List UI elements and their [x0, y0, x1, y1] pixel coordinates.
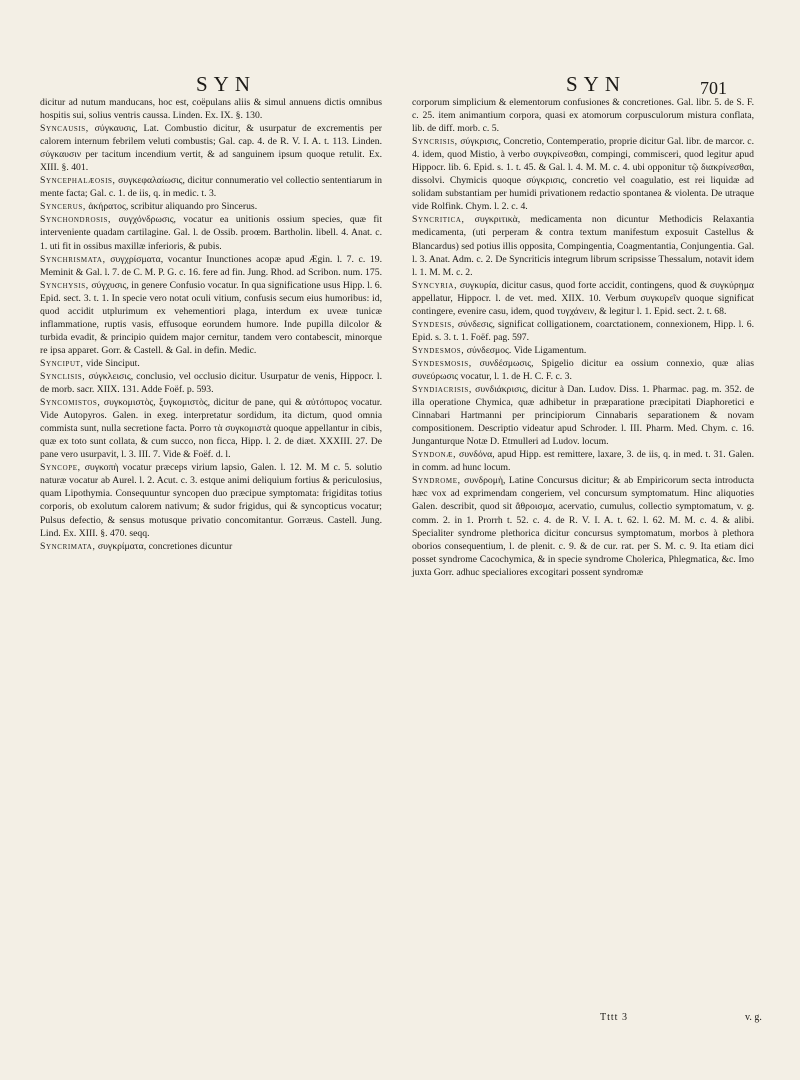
entry-text: dicitur ad nutum manducans, hoc est, coëpulans aliis & simul annuens dictis omnibus hospitis sui, solius ventris caussa. Linden. Ex. IX. §. 130. — [40, 97, 382, 122]
dictionary-entry — [40, 461, 382, 539]
entry-text: συγκρίματα, concretiones dicuntur — [97, 540, 233, 552]
entry-text: σύγκλεισις, conclusio, vel occlusio dicitur. Usurpatur de venis, Hippocr. l. de morb. sacr. XIIX. 131. Adde Foëf. p. 593. — [40, 370, 382, 396]
dictionary-entry — [412, 357, 754, 383]
entry-text: συνδρομὴ, Latine Concursus dicitur; & ab Empiricorum secta introducta hæc vox ad exprimendam congeriem, vel concursum symptomatum. Hinc aliquoties Galen. describit, quod sit ἄθροισμα, acervatio, cumulus, collectio symptomatum, v. g. comm. 2. in 1. Prorrh t. 52. c. 4. de R. V. I. A. t. 62. l. 62. M. M. c. 4. & alibi. Specialiter syndrome plethorica dicitur concursus symptomatum, morbos à plethora oborios consequentium, l. de plenit. c. 9. & de cur. rat. per S. M. c. 9. Ita etiam dici posset syndrome Cacochymica, & in specie syndrome Cholerica, Phlegmatica, &c. Imo juxta Gorr. adhuc specialiores excogitari possent syndromæ — [412, 475, 754, 578]
signature-mark: Tttt 3 — [600, 1012, 628, 1023]
running-head-left: SYN — [196, 72, 257, 96]
dictionary-entry — [40, 253, 382, 279]
right-column — [412, 96, 754, 579]
entry-text: συγχρίσματα, vocantur Inunctiones acopæ apud Ægin. l. 7. c. 19. Meminit & Gal. l. 7. de C. M. P. G. c. 16. fere ad fin. Jung. Rhod. ad Scribon. num. 175. — [40, 253, 383, 278]
entry-headword: Synciput, — [40, 357, 84, 369]
entry-headword: Syncritica, — [412, 214, 465, 226]
dictionary-entry — [40, 174, 382, 200]
entry-headword: Syncope, — [40, 462, 81, 474]
left-column — [40, 96, 382, 553]
dictionary-entry — [40, 370, 382, 396]
entry-headword: Syncyria, — [412, 279, 458, 291]
dictionary-entry — [40, 96, 382, 122]
entry-headword: Syncerus, — [40, 201, 86, 213]
catchword: v. g. — [745, 1012, 762, 1023]
entry-text: συνδόνα, apud Hipp. est remittere, laxare, 3. de iis, q. in med. t. 31. Galen. in comm. ad hunc locum. — [412, 449, 755, 474]
entry-headword: Syncrisis, — [412, 136, 458, 148]
entry-text: ἀκήρατος, scribitur aliquando pro Sincerus. — [88, 201, 258, 213]
dictionary-entry — [40, 213, 382, 252]
entry-headword: Synchysis, — [40, 279, 89, 291]
dictionary-entry — [412, 474, 754, 578]
dictionary-entry — [412, 213, 754, 278]
entry-text: σύνδεσμος. Vide Ligamentum. — [466, 344, 587, 356]
entry-headword: Syncausis, — [40, 123, 89, 135]
entry-text: συγκυρία, dicitur casus, quod forte accidit, contingens, quod & συγκύρημα appellatur, Hippocr. l. de vet. med. XIIX. 10. Verbum συγκυρεῖν quoque significat contingere, evenire casu, idem, quod τυγχάνειν, & legitur l. 1. Epid. sect. 2. t. 68. — [412, 279, 754, 317]
entry-headword: Syncephalæosis, — [40, 175, 116, 187]
entry-text: σύγκαυσις, Lat. Combustio dicitur, & usurpatur de excrementis per calorem internum febrilem veluti combustis; Gal. cap. 4. de R. V. I. A. t. 113. Linden. σύγκαυσιν per tacitum incendium vertit, & ad sanguinem ipsum quoque retulit. Ex. XIII. §. 401. — [40, 123, 383, 174]
page-number: 701 — [700, 78, 727, 98]
dictionary-entry — [412, 344, 754, 357]
dictionary-entry — [40, 279, 382, 357]
dictionary-entry — [412, 135, 754, 213]
dictionary-entry — [412, 96, 754, 135]
entry-text: vide Sinciput. — [85, 357, 140, 369]
entry-headword: Syndrome, — [412, 475, 461, 487]
running-head-right: SYN — [566, 72, 627, 96]
dictionary-entry — [412, 318, 754, 344]
dictionary-entry — [40, 122, 382, 174]
dictionary-entry — [40, 357, 382, 370]
entry-headword: Synchrismata, — [40, 253, 106, 265]
dictionary-entry — [412, 383, 754, 448]
entry-text: συγκεφαλαίωσις, dicitur connumeratio vel collectio sententiarum in mente facta; Gal. c. 1. de iis, q. in medic. t. 3. — [40, 175, 382, 200]
entry-text: σύγχυσις, in genere Confusio vocatur. In qua significatione usus Hipp. l. 6. Epid. sect. 3. t. 1. In specie vero notat oculi vitium, confusis secum eius humoribus: id, quod accidit utplurimum ex vehementiori plaga, interdum ex uveæ tunicæ inflammatione, ruptis vasis, effusoque eorundem humore. Inde pupilla dilcolor & turbida evadit, & principio quidem major cernitur, tandem vero contabescit, minorque re ipsa apparet. Gorr. & Castell. & Gal. in defin. Medic. — [40, 279, 383, 356]
entry-headword: Syndesis, — [412, 318, 455, 330]
entry-headword: Syncrimata, — [40, 540, 96, 552]
dictionary-entry — [412, 448, 754, 474]
entry-text: συνδιάκρισις, dicitur à Dan. Ludov. Diss. 1. Pharmac. pag. m. 352. de illa operatione Chymica, quæ adhibetur in præparatione præcipitati Diaphoretici e Cinnabari Hartmanni per principiorum Cinnabaris separationem & novam compositionem. Descriptio videatur apud Schroder. l. III. Pharm. Med. Chym. c. 16. Junganturque Notæ D. Etmulleri ad Ludov. locum. — [412, 384, 754, 448]
entry-text: συνδέσμωσις, Spigelio dicitur ea ossium connexio, quæ alias συνεύρωσις vocatur, l. 1. de H. C. F. c. 3. — [412, 357, 754, 382]
entry-headword: Syndiacrisis, — [412, 384, 472, 396]
entry-text: συγκριτικὰ, medicamenta non dicuntur Methodicis Relaxantia medicamenta, (uti perperam & contra textum manifestum exposuit Castellus & Blancardus) sed potius illis opposita, Compingentia, Coagmentantia, Conjungentia. Gal. l. 3. Anat. Adm. c. 2. De Syncriticis integrum librum scripsisse Thessalum, notavit idem l. 1. M. M. c. 2. — [412, 214, 755, 278]
entry-text: συγκοπὴ vocatur præceps virium lapsio, Galen. l. 12. M. M c. 5. solutio naturæ vocatur ab Aurel. l. 2. Acut. c. 3. estque animi deliquium fortius & periculosius, quam Lipothymia. Consequuntur syncopen duo præcipue symptomata: frigiditas totius corporis, ob exolutum calorem nativum; & sudor frigidus, qui & syncopticus vocatur; Pulsus defectio, & sensus motusque privatio concomitantur. Gorræus. Castell. Jung. Lind. Ex. XIII. §. 470. seqq. — [40, 462, 383, 539]
entry-text: σύνδεσις, significat colligationem, coarctationem, connexionem, Hipp. l. 6. Epid. s. 3. t. 1. Foëf. pag. 597. — [412, 318, 755, 343]
dictionary-entry — [412, 279, 754, 318]
entry-headword: Syndonæ, — [412, 449, 457, 461]
entry-text: συγκομιστὸς, ξυγκομιστὸς, dicitur de pane, qui & αὐτόπυρος vocatur. Vide Autopyros. Galen. in exeg. interpretatur sordidum, ita dictum, quod omnia commista sunt, nulla secretione facta. Porro τὰ συγκομιστὰ quoque appellantur in cibis, quæ ex toto sunt collata, & cum succo, non ficca, Hipp. l. 2. de diæt. XXXIII. 27. De pane vero usurpavit, l. 3. III. 7. Vide & Foëf. d. l. — [40, 397, 382, 461]
dictionary-entry — [40, 396, 382, 461]
entry-headword: Syndesmosis, — [412, 357, 472, 369]
entry-headword: Synclisis, — [40, 370, 86, 382]
entry-headword: Syndesmos, — [412, 344, 465, 356]
entry-headword: Syncomistos, — [40, 397, 101, 409]
entry-text: σύγκρισις, Concretio, Contemperatio, proprie dicitur Gal. libr. de marcor. c. 4. idem, quod Mistio, à verbo συγκρίνεσθαι, compingi, commisceri, quod legitur apud Hippocr. lib. 6. Epid. s. 1. t. 45. & Gal. l. 4. M. M. c. 4. ubi opponitur τῷ διακρίνεσθαι, dissolvi. Chymicis quoque σύγκρισις, concretio vel coagulatio, est rei liquidæ ad solidam substantiam per humidi privationem redactio spontanea & violenta. De utraque vide Rolfink. Chym. l. 2. c. 4. — [412, 136, 754, 213]
entry-text: corporum simplicium & elementorum confusiones & concretiones. Gal. libr. 5. de S. F. c. 25. item animantium corpora, quasi ex atomorum corpusculorum mistura conflata, lib. de diff. morb. c. 5. — [412, 97, 754, 135]
entry-headword: Synchondrosis, — [40, 214, 112, 226]
dictionary-entry — [40, 540, 382, 553]
dictionary-entry — [40, 200, 382, 213]
entry-text: συγχόνδρωσις, vocatur ea unitionis ossium species, quæ fit interveniente quadam cartilagine. Gal. l. de Ossib. proœm. Bartholin. libell. 4. Anat. c. 1. uti fit in ossibus maxillæ inferioris, & pubis. — [40, 214, 383, 252]
